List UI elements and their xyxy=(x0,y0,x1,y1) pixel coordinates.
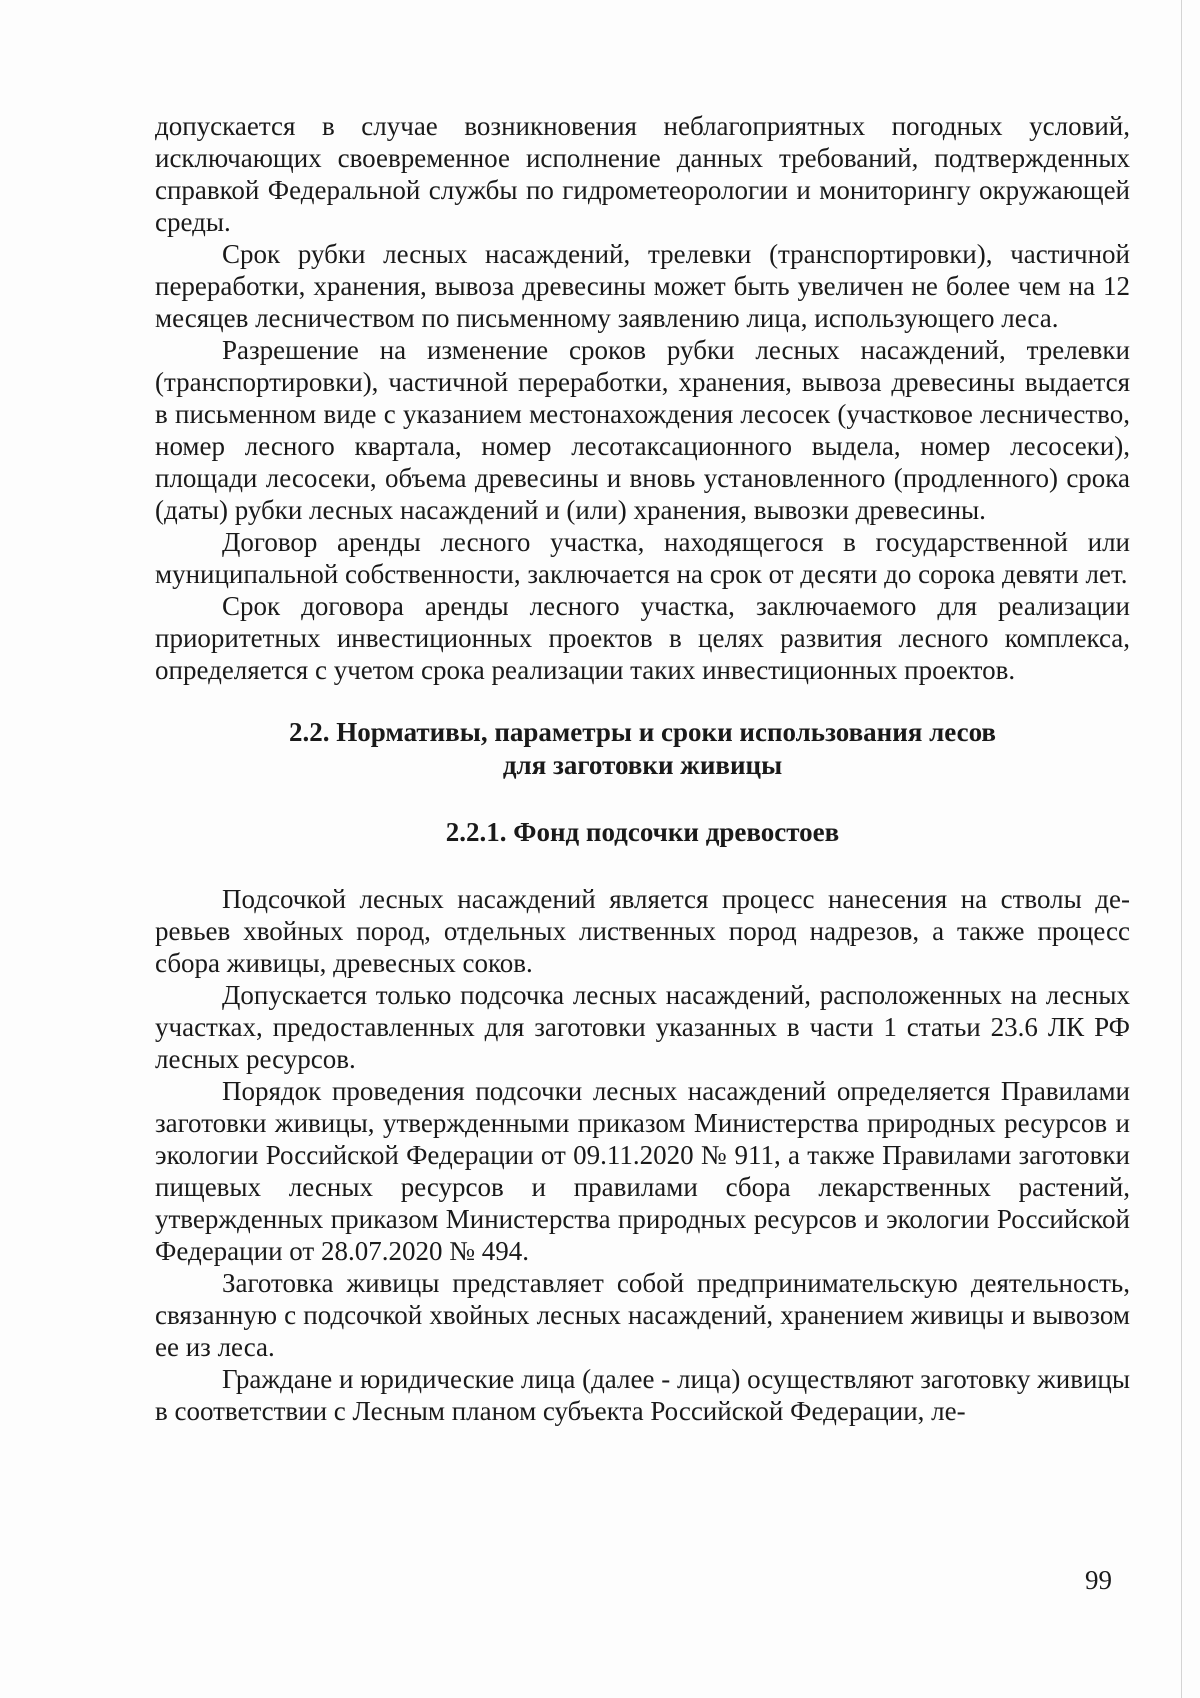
paragraph-lease-term: Договор аренды лесного участка, находящегося в государственной или муниципальной собственности, заключается на срок от десяти до сорока девяти лет. xyxy=(155,527,1130,589)
paragraph-continued: допускается в случае возникновения неблагоприятных погодных условий, исключающих своевременное исполнение данных требований, подтвержденных справкой Федеральной службы по гидрометеорологии и мониторингу окружающей среды. xyxy=(155,111,1130,237)
paragraph-logging-term-extension: Срок рубки лесных насаждений, трелевки (транспортировки), частичной переработки, хранения, вывоза древесины может быть увеличен не более чем на 12 месяцев лесничеством по письменному заявлению лица, использующего леса. xyxy=(155,239,1130,333)
section-heading-line-2: для заготовки живицы xyxy=(502,750,783,780)
scan-edge-line xyxy=(1181,0,1182,1698)
section-heading xyxy=(155,716,1130,782)
paragraph-term-change-permit: Разрешение на изменение сроков рубки лесных насаждений, трелевки (транспортировки), частичной переработки, хранения, вывоза древесины выдается в письменном виде с указанием местонахождения лесосек (участковое лесничество, номер лесного квартала, номер лесотаксационного выдела, номер лесосеки), площади лесосеки, объема древесины и вновь установленного (продленного) срока (даты) рубки лесных насаждений и (или) хранения, вывозки древесины. xyxy=(155,335,1130,525)
page-content xyxy=(155,110,1130,1427)
paragraph-resin-harvesting: Заготовка живицы представляет собой предпринимательскую деятельность, связанную с подсочкой хвойных лесных насаждений, хранением живицы и вывозом ее из леса. xyxy=(155,1268,1130,1362)
page-number: 99 xyxy=(1085,1565,1112,1595)
section-heading-line-1: 2.2. Нормативы, параметры и сроки использования лесов xyxy=(289,717,996,747)
paragraph-tapping-rules: Порядок проведения подсочки лесных насаждений определяется Правилами заготовки живицы, утвержденными приказом Министерства природных ресурсов и экологии Российской Федерации от 09.11.2020 № 911, а также Правилами заготовки пищевых лесных ресурсов и правилами сбора лекарственных растений, утвержденных приказом Министерства природных ресурсов и экологии Российской Федерации от 28.07.2020 № 494. xyxy=(155,1076,1130,1266)
paragraph-investment-lease-term: Срок договора аренды лесного участка, заключаемого для реализации приоритетных инвестиционных проектов в целях развития лесного комплекса, определяется с учетом срока реализации таких инвестиционных проектов. xyxy=(155,591,1130,685)
paragraph-citizens-harvest: Граждане и юридические лица (далее - лица) осуществляют заготовку живицы в соответствии с Лесным планом субъекта Российской Федерации, ле- xyxy=(155,1364,1131,1426)
paragraph-tapping-definition: Подсочкой лесных насаждений является процесс нанесения на стволы деревьев хвойных пород, отдельных лиственных пород надрезов, а также процесс сбора живицы, древесных соков. xyxy=(155,884,1130,978)
subsection-heading: 2.2.1. Фонд подсочки древостоев xyxy=(445,817,840,847)
paragraph-tapping-allowed: Допускается только подсочка лесных насаждений, расположенных на лесных участках, предоставленных для заготовки указанных в части 1 статьи 23.6 ЛК РФ лесных ресурсов. xyxy=(155,980,1130,1074)
